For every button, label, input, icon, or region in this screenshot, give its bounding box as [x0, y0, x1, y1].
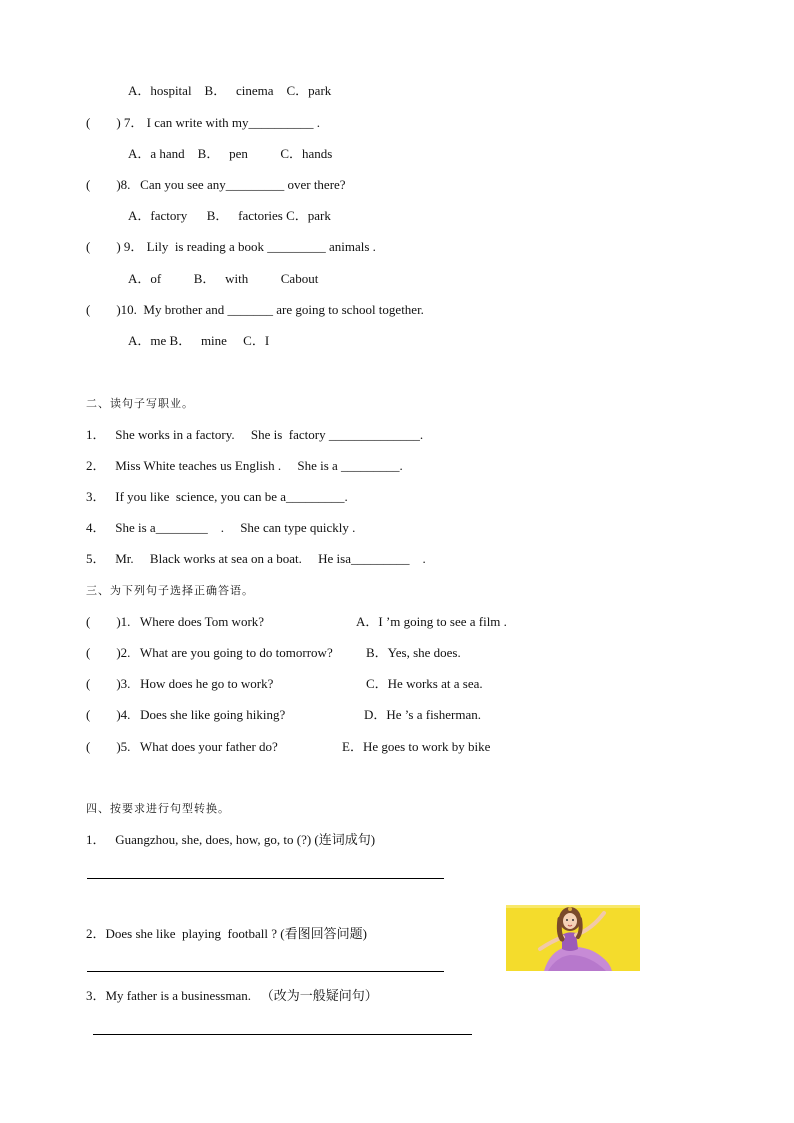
answer-line-1[interactable] — [87, 878, 444, 879]
part4-question-3: 3．My father is a businessman. （改为一般疑问句） — [86, 988, 378, 1003]
part2-item-2: 2． Miss White teaches us English . She is a _________. — [86, 458, 403, 473]
part3-answer-c: C．He works at a sea. — [366, 676, 483, 691]
part4-question-1: 1． Guangzhou, she, does, how, go, to (?) (连词成句) — [86, 832, 376, 847]
part3-answer-a: A．I ’m going to see a film . — [356, 614, 507, 629]
dancing-girl-image — [506, 905, 640, 971]
part2-item-3: 3． If you like science, you can be a_________. — [86, 489, 348, 504]
q6-options: A．hospital B． cinema C．park — [128, 83, 332, 98]
q9-options: A．of B． with Cabout — [128, 271, 319, 286]
question-7: ( ) 7． I can write with my__________ . — [86, 115, 320, 130]
section-2-heading: 二、读句子写职业。 — [86, 397, 194, 410]
q8-options: A．factory B． factories C．park — [128, 208, 331, 223]
part4-question-2: 2．Does she like playing football ? (看图回答问题) — [86, 926, 367, 941]
section-4-heading: 四、按要求进行句型转换。 — [86, 802, 230, 815]
part3-answer-e: E．He goes to work by bike — [342, 739, 491, 754]
part3-question-4: ( )4. Does she like going hiking? — [86, 707, 286, 722]
answer-line-3[interactable] — [93, 1034, 472, 1035]
part3-question-2: ( )2. What are you going to do tomorrow? — [86, 645, 333, 660]
q7-options: A．a hand B． pen C．hands — [128, 146, 333, 161]
q10-options: A．me B． mine C．I — [128, 333, 270, 348]
part3-answer-b: B．Yes, she does. — [366, 645, 461, 660]
part3-question-1: ( )1. Where does Tom work? — [86, 614, 265, 629]
section-3-heading: 三、为下列句子选择正确答语。 — [86, 584, 254, 597]
question-9: ( ) 9． Lily is reading a book _________ animals . — [86, 239, 376, 254]
answer-line-2[interactable] — [87, 971, 444, 972]
part2-item-4: 4． She is a________ . She can type quickly . — [86, 520, 356, 535]
part2-item-1: 1． She works in a factory. She is factory ______________. — [86, 427, 424, 442]
question-8: ( )8. Can you see any_________ over there? — [86, 177, 346, 192]
part3-answer-d: D．He ’s a fisherman. — [364, 707, 481, 722]
question-10: ( )10. My brother and _______ are going to school together. — [86, 302, 424, 317]
part2-item-5: 5． Mr. Black works at sea on a boat. He isa_________ . — [86, 551, 426, 566]
part3-question-5: ( )5. What does your father do? — [86, 739, 278, 754]
part3-question-3: ( )3. How does he go to work? — [86, 676, 274, 691]
